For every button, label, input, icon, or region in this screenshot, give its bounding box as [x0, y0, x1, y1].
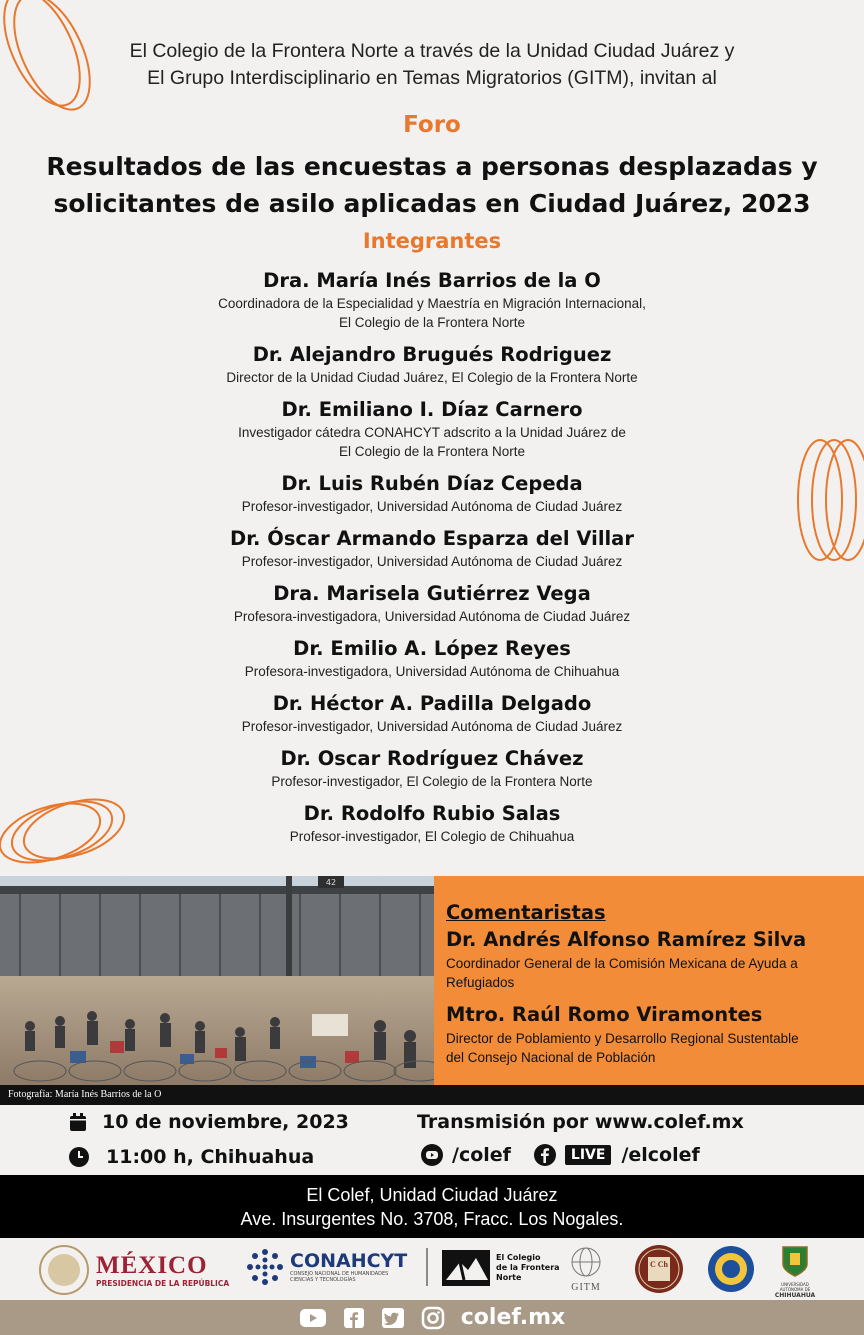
members-list — [0, 267, 864, 855]
member-item — [0, 690, 864, 736]
facebook-icon[interactable] — [533, 1143, 557, 1167]
conahcyt-subtext-2: CIENCIAS Y TECNOLOGÍAS — [290, 1277, 356, 1283]
commentator-name: Mtro. Raúl Romo Viramontes — [446, 1003, 763, 1026]
mexico-logo — [38, 1244, 229, 1296]
photo-credit-bar — [0, 1085, 864, 1105]
event-time — [68, 1146, 314, 1168]
intro-text — [0, 38, 864, 92]
colef-line-1: El Colegio — [496, 1253, 541, 1262]
facebook-icon[interactable] — [343, 1307, 365, 1329]
logos-bar — [0, 1238, 864, 1300]
member-item — [0, 635, 864, 681]
member-role: Profesor-investigador, Universidad Autónoma de Ciudad Juárez — [241, 719, 623, 734]
event-type: Foro — [403, 112, 461, 138]
mexico-subtext: PRESIDENCIA DE LA REPÚBLICA — [96, 1278, 230, 1288]
twitter-icon[interactable] — [381, 1307, 405, 1329]
transmission-text[interactable]: Transmisión por www.colef.mx — [417, 1111, 744, 1133]
youtube-icon[interactable] — [420, 1143, 444, 1167]
photo-credit: Fotografía: María Inés Barrios de la O — [8, 1089, 162, 1100]
member-name: Dr. Emilio A. López Reyes — [293, 637, 571, 660]
colech-seal-icon — [633, 1243, 685, 1295]
uacj-logo — [706, 1244, 756, 1298]
photo-illustration — [0, 876, 434, 1085]
member-role: Director de la Unidad Ciudad Juárez, El Colegio de la Frontera Norte — [226, 370, 638, 385]
member-role: Profesora-investigadora, Universidad Autónoma de Chihuahua — [244, 664, 620, 679]
commentator-name: Dr. Andrés Alfonso Ramírez Silva — [446, 928, 807, 951]
gitm-text: GITM — [571, 1282, 601, 1293]
address-line-1: El Colef, Unidad Ciudad Juárez — [306, 1185, 558, 1205]
colef-line-3: Norte — [496, 1273, 522, 1282]
event-address — [0, 1175, 864, 1238]
member-item — [0, 341, 864, 387]
uach-text-1: UNIVERSIDAD AUTÓNOMA DE — [779, 1282, 811, 1292]
conahcyt-logo — [244, 1246, 407, 1288]
youtube-icon[interactable] — [299, 1307, 327, 1329]
clock-icon — [68, 1146, 90, 1168]
commentator-role-line: Director de Poblamiento y Desarrollo Regional Sustentable — [446, 1031, 799, 1046]
social-links — [420, 1143, 700, 1167]
transmission-info — [417, 1111, 744, 1133]
colef-line-2: de la Frontera — [496, 1263, 560, 1272]
intro-line-1: El Colegio de la Frontera Norte a través de la Unidad Ciudad Juárez y — [129, 40, 735, 62]
member-role: Profesor-investigador, El Colegio de la Frontera Norte — [271, 774, 593, 789]
conahcyt-subtext-1: CONSEJO NACIONAL DE HUMANIDADES — [290, 1271, 389, 1277]
colef-logo — [442, 1250, 560, 1286]
commentator-role-line: del Consejo Nacional de Población — [446, 1050, 656, 1065]
website-link[interactable]: colef.mx — [460, 1305, 566, 1330]
member-name: Dr. Héctor A. Padilla Delgado — [272, 692, 592, 715]
uach-shield-icon — [778, 1244, 812, 1278]
event-info — [0, 1105, 864, 1175]
portable-toilet — [312, 1014, 348, 1036]
colef-mountain-icon — [442, 1250, 490, 1286]
member-role: Profesor-investigador, Universidad Autónoma de Ciudad Juárez — [241, 499, 623, 514]
member-name: Dr. Oscar Rodríguez Chávez — [280, 747, 584, 770]
event-time-text: 11:00 h, Chihuahua — [106, 1146, 315, 1168]
intro-line-2: El Grupo Interdisciplinario en Temas Migratorios (GITM), invitan al — [147, 67, 717, 89]
title-line-2: solicitantes de asilo aplicadas en Ciudad Juárez, 2023 — [53, 189, 811, 218]
conahcyt-text: CONAHCYT — [290, 1250, 408, 1272]
member-role: Profesor-investigador, Universidad Autónoma de Ciudad Juárez — [241, 554, 623, 569]
divider — [426, 1248, 428, 1286]
commentator-role — [446, 954, 854, 992]
calendar-icon — [68, 1112, 88, 1132]
photo-comentaristas-band — [0, 876, 864, 1085]
globe-icon — [564, 1246, 608, 1278]
footer-bar — [0, 1300, 864, 1335]
member-item — [0, 580, 864, 626]
member-role: Investigador cátedra CONAHCYT adscrito a la Unidad Juárez de — [238, 425, 626, 440]
member-item — [0, 745, 864, 791]
member-role: Coordinadora de la Especialidad y Maestría en Migración Internacional, — [218, 296, 646, 311]
member-item — [0, 525, 864, 571]
mexico-text: MÉXICO — [96, 1251, 208, 1279]
member-role: El Colegio de la Frontera Norte — [338, 444, 526, 459]
member-name: Dr. Emiliano I. Díaz Carnero — [281, 398, 583, 421]
commentator-role-line: Refugiados — [446, 975, 515, 990]
address-line-2: Ave. Insurgentes No. 3708, Fracc. Los Nogales. — [240, 1209, 624, 1229]
member-item — [0, 800, 864, 846]
title-line-1: Resultados de las encuestas a personas desplazadas y — [46, 152, 818, 181]
event-date-text: 10 de noviembre, 2023 — [102, 1111, 349, 1133]
colech-text: C Ch — [649, 1260, 668, 1269]
member-role: El Colegio de la Frontera Norte — [338, 315, 526, 330]
member-name: Dr. Óscar Armando Esparza del Villar — [230, 527, 634, 550]
commentator-role — [446, 1029, 854, 1067]
uach-logo — [770, 1244, 820, 1299]
comentaristas-heading: Comentaristas — [446, 901, 606, 924]
commentator-role-line: Coordinador General de la Comisión Mexicana de Ayuda a — [446, 956, 798, 971]
member-name: Dra. María Inés Barrios de la O — [263, 269, 601, 292]
uacj-seal-icon — [706, 1244, 756, 1294]
border-wall-photo — [0, 876, 434, 1085]
post-number: 42 — [325, 878, 337, 887]
integrantes-heading: Integrantes — [362, 229, 502, 253]
member-name: Dr. Alejandro Brugués Rodriguez — [252, 343, 612, 366]
mexico-seal-icon — [38, 1244, 90, 1296]
instagram-icon[interactable] — [421, 1306, 445, 1330]
member-item — [0, 396, 864, 461]
member-name: Dr. Rodolfo Rubio Salas — [303, 802, 561, 825]
member-role: Profesor-investigador, El Colegio de Chihuahua — [289, 829, 575, 844]
member-role: Profesora-investigadora, Universidad Autónoma de Ciudad Juárez — [233, 609, 631, 624]
comentaristas-box — [434, 876, 864, 1085]
member-name: Dra. Marisela Gutiérrez Vega — [273, 582, 591, 605]
member-item — [0, 470, 864, 516]
gitm-logo — [564, 1246, 608, 1293]
event-date — [68, 1111, 349, 1133]
live-badge: LIVE — [565, 1145, 612, 1165]
conahcyt-dots-icon — [244, 1246, 286, 1288]
member-item — [0, 267, 864, 332]
event-title — [0, 148, 864, 222]
member-name: Dr. Luis Rubén Díaz Cepeda — [281, 472, 583, 495]
youtube-handle[interactable]: /colef — [452, 1144, 511, 1166]
facebook-handle[interactable]: /elcolef — [621, 1144, 700, 1166]
colech-logo — [633, 1243, 685, 1299]
uach-text-2: CHIHUAHUA — [774, 1292, 816, 1299]
